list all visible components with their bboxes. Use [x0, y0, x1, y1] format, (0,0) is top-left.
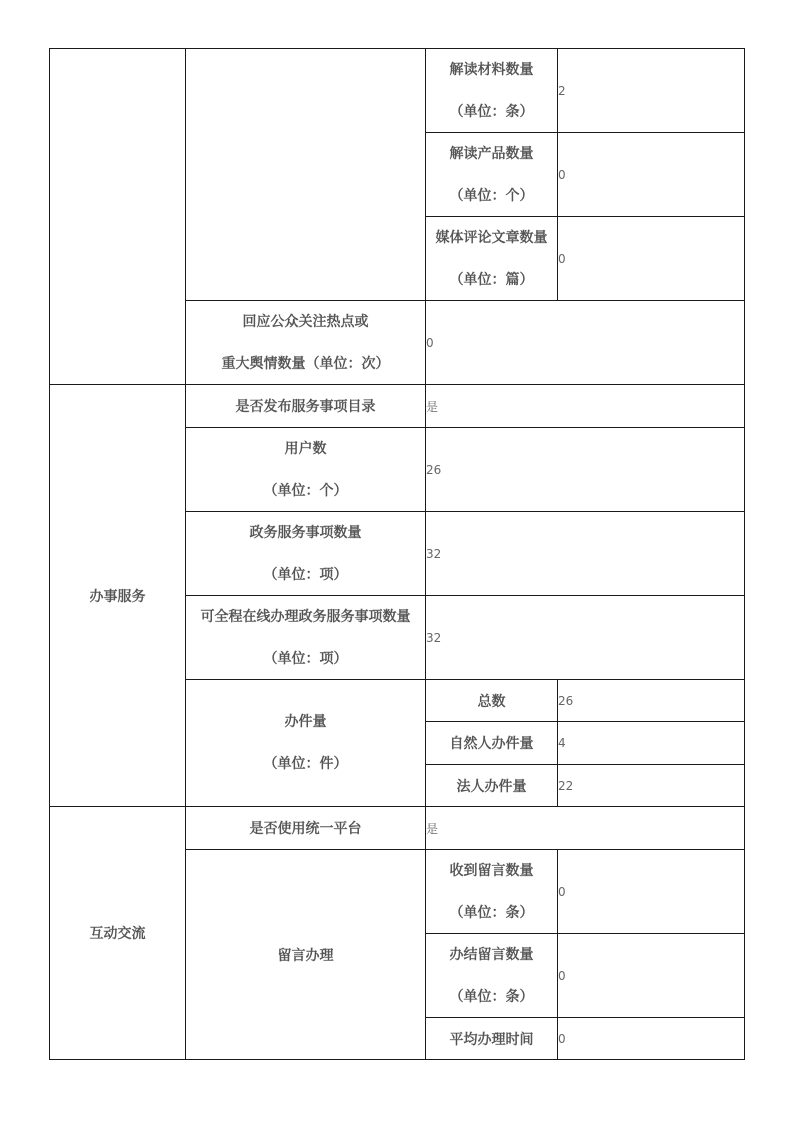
- online-items-label: 可全程在线办理政务服务事项数量 （单位：项）: [186, 596, 426, 680]
- resolved-messages-label: 办结留言数量 （单位：条）: [426, 934, 558, 1018]
- table-row: [50, 49, 745, 133]
- service-items-value: 32: [426, 512, 745, 596]
- table-row: [50, 807, 745, 850]
- media-articles-value: 0: [558, 217, 745, 301]
- interpret-products-value: 0: [558, 133, 745, 217]
- media-articles-label: 媒体评论文章数量 （单位：篇）: [426, 217, 558, 301]
- table-row: [50, 385, 745, 428]
- volume-natural-label: 自然人办件量: [426, 722, 558, 765]
- volume-total-value: 26: [558, 680, 745, 722]
- category-service: 办事服务: [50, 385, 186, 807]
- volume-natural-value: 4: [558, 722, 745, 765]
- service-catalog-value: 是: [426, 385, 745, 428]
- gov-affairs-report-table: [49, 48, 745, 1060]
- users-value: 26: [426, 428, 745, 512]
- resolved-messages-value: 0: [558, 934, 745, 1018]
- hot-topics-value: 0: [426, 301, 745, 385]
- avg-time-value: 0: [558, 1018, 745, 1060]
- service-catalog-label: 是否发布服务事项目录: [186, 385, 426, 428]
- received-messages-value: 0: [558, 850, 745, 934]
- platform-label: 是否使用统一平台: [186, 807, 426, 850]
- interpret-materials-value: 2: [558, 49, 745, 133]
- volume-legal-label: 法人办件量: [426, 765, 558, 807]
- volume-total-label: 总数: [426, 680, 558, 722]
- interpret-materials-label: 解读材料数量 （单位：条）: [426, 49, 558, 133]
- interpret-products-label: 解读产品数量 （单位：个）: [426, 133, 558, 217]
- users-label: 用户数 （单位：个）: [186, 428, 426, 512]
- received-messages-label: 收到留言数量 （单位：条）: [426, 850, 558, 934]
- service-items-label: 政务服务事项数量 （单位：项）: [186, 512, 426, 596]
- platform-value: 是: [426, 807, 745, 850]
- online-items-value: 32: [426, 596, 745, 680]
- messages-label: 留言办理: [186, 850, 426, 1060]
- volume-legal-value: 22: [558, 765, 745, 807]
- avg-time-label: 平均办理时间: [426, 1018, 558, 1060]
- hot-topics-label: 回应公众关注热点或 重大舆情数量（单位：次）: [186, 301, 426, 385]
- category-cell-empty: [50, 49, 186, 385]
- category-interaction: 互动交流: [50, 807, 186, 1060]
- volume-label: 办件量 （单位：件）: [186, 680, 426, 807]
- subcategory-cell-empty: [186, 49, 426, 301]
